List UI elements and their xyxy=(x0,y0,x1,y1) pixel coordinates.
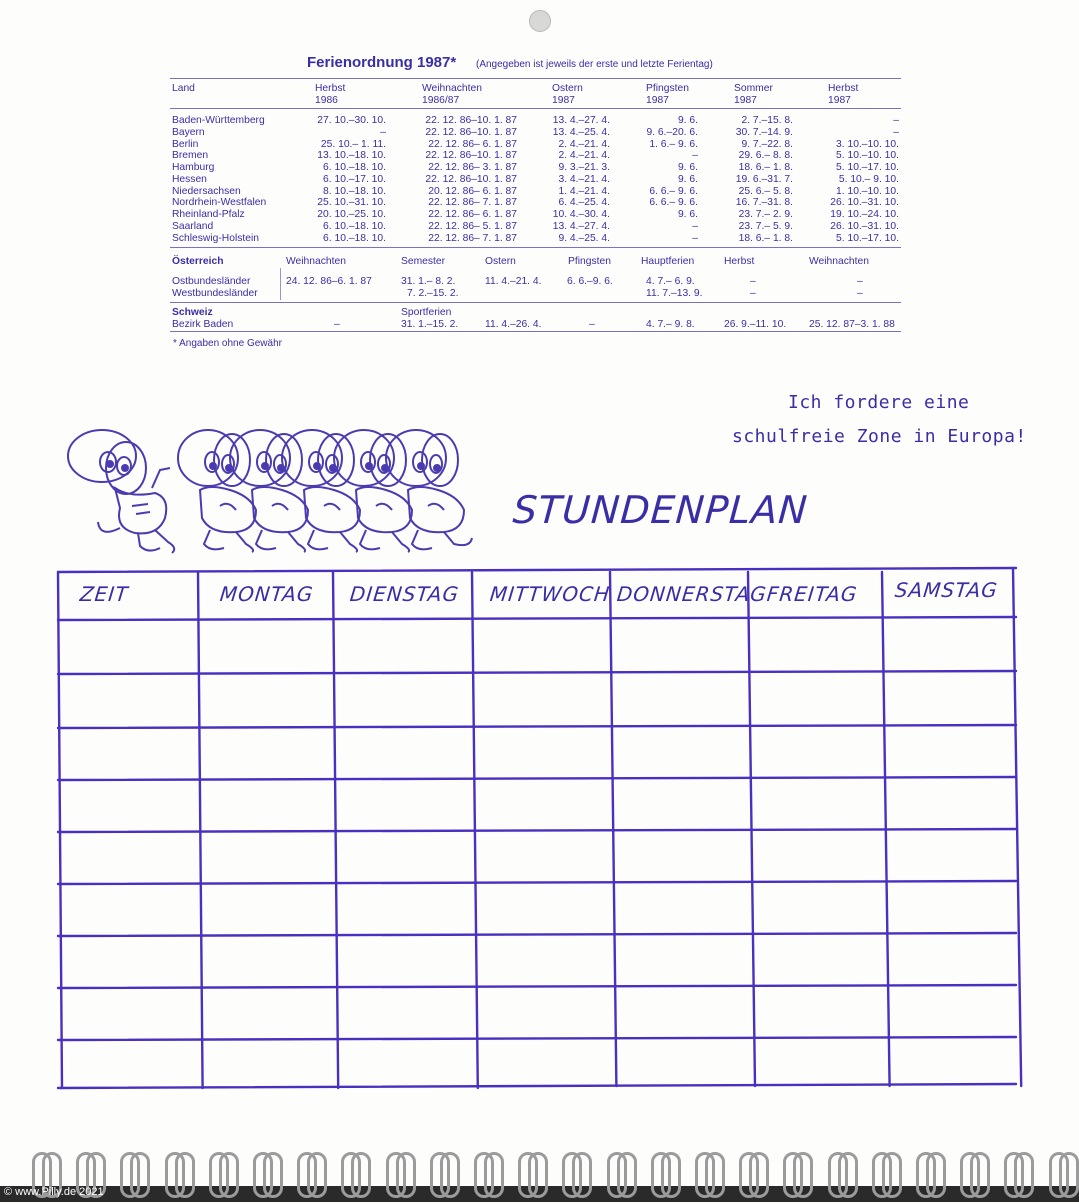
germany-row-6-col-2: 20. 12. 86– 6. 1. 87 xyxy=(428,185,517,197)
germany-row-7-col-1: 25. 10.–31. 10. xyxy=(317,197,386,209)
timetable-cell-r2-c2[interactable] xyxy=(336,730,469,776)
timetable-cell-r5-c4[interactable] xyxy=(613,886,745,932)
germany-row-9-col-3: 13. 4.–27. 4. xyxy=(552,220,610,232)
binding-ring xyxy=(307,1152,327,1198)
timetable-cell-r0-c2[interactable] xyxy=(336,622,469,670)
timetable-cell-r3-c4[interactable] xyxy=(613,782,745,828)
grid-vertical-line-7 xyxy=(1013,568,1021,1086)
germany-row-8-col-4: 9. 6. xyxy=(677,209,698,220)
austria-row-0-col-7: – xyxy=(857,276,863,287)
germany-row-9-col-5: 23. 7.– 5. 9. xyxy=(738,220,793,232)
germany-row-8-col-6: 19. 10.–24. 10. xyxy=(830,209,899,220)
binding-ring xyxy=(484,1152,504,1198)
timetable-cell-r2-c0[interactable] xyxy=(61,730,195,776)
germany-row-1-col-6: – xyxy=(893,126,899,138)
timetable-cell-r4-c1[interactable] xyxy=(201,834,330,880)
slogan-line-2: schulfreie Zone in Europa! xyxy=(732,426,1027,447)
switzerland-col-3: 11. 4.–26. 4. xyxy=(485,319,542,330)
timetable-cell-r4-c6[interactable] xyxy=(885,834,1010,880)
timetable-cell-r8-c1[interactable] xyxy=(201,1042,330,1084)
timetable-cell-r3-c5[interactable] xyxy=(751,782,879,828)
germany-row-8-land: Rheinland-Pfalz xyxy=(172,209,245,220)
germany-row-1-col-3: 13. 4.–25. 4. xyxy=(552,126,610,138)
germany-header-3-line2: 1987 xyxy=(552,95,575,106)
holiday-table-title: Ferienordnung 1987* xyxy=(307,54,457,71)
timetable-cell-r3-c1[interactable] xyxy=(201,782,330,828)
germany-row-6-col-1: 8. 10.–18. 10. xyxy=(323,185,386,197)
germany-row-5-col-5: 19. 6.–31. 7. xyxy=(735,173,793,185)
germany-row-0-col-2: 22. 12. 86–10. 1. 87 xyxy=(425,115,517,126)
germany-row-9-col-6: 26. 10.–31. 10. xyxy=(830,220,899,232)
germany-row-10-land: Schleswig-Holstein xyxy=(172,232,259,244)
binding-ring xyxy=(1059,1152,1079,1198)
grid-horizontal-line-1 xyxy=(58,617,1016,620)
germany-row-3-land: Bremen xyxy=(172,150,209,162)
germany-header-1-line2: 1986 xyxy=(315,95,338,106)
timetable-cell-r6-c0[interactable] xyxy=(61,938,195,984)
germany-row-6-land: Niedersachsen xyxy=(172,185,241,197)
switzerland-col-0: Bezirk Baden xyxy=(172,319,234,330)
timetable-cell-r2-c3[interactable] xyxy=(475,730,607,776)
germany-row-10-col-6: 5. 10.–17. 10. xyxy=(836,232,899,244)
austria-row-0-col-3: 11. 4.–21. 4. xyxy=(485,276,542,287)
germany-row-4-col-3: 9. 3.–21. 3. xyxy=(558,162,610,173)
germany-row-3-col-4: – xyxy=(692,150,698,162)
timetable-cell-r0-c1[interactable] xyxy=(201,622,330,670)
timetable-header-zeit: ZEIT xyxy=(78,582,130,606)
timetable-cell-r5-c0[interactable] xyxy=(61,886,195,932)
germany-row-3-col-2: 22. 12. 86–10. 1. 87 xyxy=(425,150,517,162)
austria-row-1-col-6: – xyxy=(750,287,756,299)
timetable-cell-r8-c4[interactable] xyxy=(613,1042,745,1084)
germany-row-0-col-4: 9. 6. xyxy=(677,115,698,126)
timetable-cell-r3-c6[interactable] xyxy=(885,782,1010,828)
germany-header-2-line1: Weihnachten xyxy=(422,83,482,94)
germany-row-4-col-2: 22. 12. 86– 3. 1. 87 xyxy=(428,162,517,173)
timetable-cell-r1-c1[interactable] xyxy=(201,676,330,724)
germany-row-1-col-1: – xyxy=(380,126,386,138)
timetable-cell-r7-c2[interactable] xyxy=(336,990,469,1036)
switzerland-extra-header: Sportferien xyxy=(401,307,452,318)
binding-ring xyxy=(970,1152,990,1198)
timetable-header-samstag: SAMSTAG xyxy=(893,578,1000,602)
timetable-cell-r0-c5[interactable] xyxy=(751,622,879,670)
timetable-cell-r4-c0[interactable] xyxy=(61,834,195,880)
timetable-cell-r3-c0[interactable] xyxy=(61,782,195,828)
germany-row-5-col-6: 5. 10.– 9. 10. xyxy=(838,173,899,185)
germany-row-3-col-6: 5. 10.–10. 10. xyxy=(836,150,899,162)
germany-row-6-col-4: 6. 6.– 9. 6. xyxy=(649,185,698,197)
germany-row-8-col-2: 22. 12. 86– 6. 1. 87 xyxy=(428,209,517,220)
switzerland-label: Schweiz xyxy=(172,307,213,318)
binding-ring xyxy=(926,1152,946,1198)
germany-row-5-col-2: 22. 12. 86–10. 1. 87 xyxy=(425,173,517,185)
germany-row-0-col-5: 2. 7.–15. 8. xyxy=(741,115,793,126)
timetable-cell-r0-c0[interactable] xyxy=(61,622,195,670)
grid-horizontal-line-3 xyxy=(58,725,1016,728)
germany-row-7-land: Nordrhein-Westfalen xyxy=(172,197,267,209)
germany-row-0-col-3: 13. 4.–27. 4. xyxy=(552,115,610,126)
germany-row-7-col-2: 22. 12. 86– 7. 1. 87 xyxy=(428,197,517,209)
germany-row-3-col-1: 13. 10.–18. 10. xyxy=(317,150,386,162)
germany-header-4-line2: 1987 xyxy=(646,95,669,106)
germany-row-2-col-5: 9. 7.–22. 8. xyxy=(741,138,793,150)
austria-label: Österreich xyxy=(172,256,224,267)
timetable-cell-r2-c1[interactable] xyxy=(201,730,330,776)
timetable-cell-r5-c1[interactable] xyxy=(201,886,330,932)
switzerland-col-2: 31. 1.–15. 2. xyxy=(401,319,459,330)
timetable-cell-r4-c2[interactable] xyxy=(336,834,469,880)
germany-row-4-col-6: 5. 10.–17. 10. xyxy=(836,162,899,173)
slogan-line-1: Ich fordere eine xyxy=(788,392,970,413)
germany-row-3-col-5: 29. 6.– 8. 8. xyxy=(738,150,793,162)
germany-header-1-line1: Herbst xyxy=(315,83,346,94)
germany-row-1-land: Bayern xyxy=(172,126,205,138)
grid-horizontal-line-5 xyxy=(58,829,1016,832)
timetable-cell-r8-c0[interactable] xyxy=(61,1042,195,1084)
timetable-header-mittwoch: MITTWOCH xyxy=(488,582,612,606)
austria-header-4: Hauptferien xyxy=(641,256,695,267)
germany-row-7-col-3: 6. 4.–25. 4. xyxy=(558,197,610,209)
germany-row-0-col-6: – xyxy=(893,115,899,126)
timetable-cell-r1-c6[interactable] xyxy=(885,676,1010,724)
austria-header-1: Semester xyxy=(401,256,446,267)
germany-row-4-col-1: 6. 10.–18. 10. xyxy=(323,162,386,173)
germany-row-10-col-2: 22. 12. 86– 7. 1. 87 xyxy=(428,232,517,244)
holiday-table-subtitle: (Angegeben ist jeweils der erste und letzte Ferientag) xyxy=(476,59,713,70)
germany-row-2-land: Berlin xyxy=(172,138,199,150)
grid-horizontal-line-4 xyxy=(58,777,1016,780)
germany-row-0-col-1: 27. 10.–30. 10. xyxy=(317,115,386,126)
austria-header-2: Ostern xyxy=(485,256,516,267)
binding-ring xyxy=(440,1152,460,1198)
germany-header-0-line1: Land xyxy=(172,83,195,94)
germany-row-9-col-1: 6. 10.–18. 10. xyxy=(323,220,386,232)
germany-row-0-land: Baden-Württemberg xyxy=(172,115,265,126)
germany-row-7-col-4: 6. 6.– 9. 6. xyxy=(649,197,698,209)
timetable-cell-r4-c5[interactable] xyxy=(751,834,879,880)
binding-ring xyxy=(572,1152,592,1198)
binding-ring xyxy=(1014,1152,1034,1198)
germany-header-5-line2: 1987 xyxy=(734,95,757,106)
timetable-heading: STUNDENPLAN xyxy=(511,488,810,532)
timetable-cell-r7-c3[interactable] xyxy=(475,990,607,1036)
germany-row-8-col-5: 23. 7.– 2. 9. xyxy=(738,209,793,220)
timetable-cell-r7-c0[interactable] xyxy=(61,990,195,1036)
timetable-cell-r6-c5[interactable] xyxy=(751,938,879,984)
timetable-cell-r0-c3[interactable] xyxy=(475,622,607,670)
binding-ring xyxy=(528,1152,548,1198)
timetable-cell-r8-c6[interactable] xyxy=(885,1042,1010,1084)
germany-row-1-col-2: 22. 12. 86–10. 1. 87 xyxy=(425,126,517,138)
germany-row-6-col-5: 25. 6.– 5. 8. xyxy=(738,185,793,197)
germany-row-10-col-4: – xyxy=(692,232,698,244)
binding-ring xyxy=(130,1152,150,1198)
binding-ring xyxy=(661,1152,681,1198)
germany-row-3-col-3: 2. 4.–21. 4. xyxy=(558,150,610,162)
switzerland-col-1: – xyxy=(334,319,340,330)
germany-row-7-col-5: 16. 7.–31. 8. xyxy=(735,197,793,209)
timetable-cell-r4-c3[interactable] xyxy=(475,834,607,880)
timetable-cell-r6-c6[interactable] xyxy=(885,938,1010,984)
grid-horizontal-line-2 xyxy=(58,671,1016,674)
copyright-notice: © www.Pilly.de 2021 xyxy=(4,1186,104,1198)
germany-row-10-col-3: 9. 4.–25. 4. xyxy=(558,232,610,244)
germany-row-5-col-1: 6. 10.–17. 10. xyxy=(323,173,386,185)
timetable-cell-r5-c5[interactable] xyxy=(751,886,879,932)
timetable-cell-r5-c6[interactable] xyxy=(885,886,1010,932)
timetable-header-dienstag: DIENSTAG xyxy=(348,582,461,606)
timetable-cell-r2-c6[interactable] xyxy=(885,730,1010,776)
germany-header-6-line2: 1987 xyxy=(828,95,851,106)
germany-row-6-col-3: 1. 4.–21. 4. xyxy=(558,185,610,197)
timetable-header-freitag: FREITAG xyxy=(765,582,859,606)
austria-header-0: Weihnachten xyxy=(286,256,346,267)
binding-ring xyxy=(793,1152,813,1198)
austria-row-1-col-5: 11. 7.–13. 9. xyxy=(646,287,703,299)
germany-row-7-col-6: 26. 10.–31. 10. xyxy=(830,197,899,209)
binding-ring xyxy=(175,1152,195,1198)
timetable-cell-r6-c2[interactable] xyxy=(336,938,469,984)
austria-row-1-col-7: – xyxy=(857,287,863,299)
germany-row-2-col-4: 1. 6.– 9. 6. xyxy=(649,138,698,150)
timetable-cell-r0-c4[interactable] xyxy=(613,622,745,670)
switzerland-col-7: 25. 12. 87–3. 1. 88 xyxy=(809,319,895,330)
timetable-cell-r4-c4[interactable] xyxy=(613,834,745,880)
timetable-cell-r8-c2[interactable] xyxy=(336,1042,469,1084)
timetable-cell-r2-c5[interactable] xyxy=(751,730,879,776)
timetable-cell-r1-c2[interactable] xyxy=(336,676,469,724)
timetable-cell-r0-c6[interactable] xyxy=(885,622,1010,670)
germany-header-4-line1: Pfingsten xyxy=(646,83,689,94)
austria-row-0-col-2: 31. 1.– 8. 2. xyxy=(401,276,456,287)
germany-row-4-col-5: 18. 6.– 1. 8. xyxy=(738,162,793,173)
timetable-header-donnerstag: DONNERSTAG xyxy=(615,582,769,606)
timetable-cell-r6-c4[interactable] xyxy=(613,938,745,984)
binding-ring xyxy=(838,1152,858,1198)
timetable-cell-r1-c4[interactable] xyxy=(613,676,745,724)
binding-ring xyxy=(396,1152,416,1198)
timetable-cell-r7-c5[interactable] xyxy=(751,990,879,1036)
germany-header-5-line1: Sommer xyxy=(734,83,773,94)
timetable-cell-r2-c4[interactable] xyxy=(613,730,745,776)
germany-row-2-col-1: 25. 10.– 1. 11. xyxy=(320,138,386,150)
timetable-cell-r3-c2[interactable] xyxy=(336,782,469,828)
austria-row-0-col-5: 4. 7.– 6. 9. xyxy=(646,276,695,287)
austria-header-3: Pfingsten xyxy=(568,256,611,267)
binding-ring xyxy=(882,1152,902,1198)
timetable-cell-r7-c4[interactable] xyxy=(613,990,745,1036)
germany-row-2-col-2: 22. 12. 86– 6. 1. 87 xyxy=(428,138,517,150)
switzerland-col-6: 26. 9.–11. 10. xyxy=(724,319,787,330)
germany-row-10-col-5: 18. 6.– 1. 8. xyxy=(738,232,793,244)
timetable-cell-r5-c2[interactable] xyxy=(336,886,469,932)
binding-ring xyxy=(749,1152,769,1198)
timetable-cell-r1-c5[interactable] xyxy=(751,676,879,724)
germany-header-6-line1: Herbst xyxy=(828,83,859,94)
binding-ring xyxy=(263,1152,283,1198)
germany-row-8-col-3: 10. 4.–30. 4. xyxy=(552,209,610,220)
germany-row-4-land: Hamburg xyxy=(172,162,215,173)
timetable-cell-r7-c1[interactable] xyxy=(201,990,330,1036)
timetable-header-montag: MONTAG xyxy=(218,582,315,606)
germany-row-5-col-3: 3. 4.–21. 4. xyxy=(558,173,610,185)
germany-row-1-col-4: 9. 6.–20. 6. xyxy=(646,126,698,138)
germany-row-9-col-4: – xyxy=(692,220,698,232)
germany-row-2-col-3: 2. 4.–21. 4. xyxy=(558,138,610,150)
timetable-cell-r8-c3[interactable] xyxy=(475,1042,607,1084)
timetable-cell-r6-c1[interactable] xyxy=(201,938,330,984)
austria-row-0-region: Ostbundesländer xyxy=(172,276,251,287)
germany-header-2-line2: 1986/87 xyxy=(422,95,460,106)
binding-ring xyxy=(705,1152,725,1198)
germany-row-10-col-1: 6. 10.–18. 10. xyxy=(323,232,386,244)
austria-header-5: Herbst xyxy=(724,256,755,267)
grid-horizontal-line-0 xyxy=(58,568,1016,572)
germany-row-5-land: Hessen xyxy=(172,173,207,185)
timetable-cell-r6-c3[interactable] xyxy=(475,938,607,984)
timetable-cell-r1-c3[interactable] xyxy=(475,676,607,724)
austria-row-0-col-6: – xyxy=(750,276,756,287)
timetable-cell-r3-c3[interactable] xyxy=(475,782,607,828)
germany-row-8-col-1: 20. 10.–25. 10. xyxy=(317,209,386,220)
germany-header-3-line1: Ostern xyxy=(552,83,583,94)
switzerland-col-4: – xyxy=(589,319,595,330)
austria-row-1-col-2: 7. 2.–15. 2. xyxy=(407,287,459,299)
germany-row-5-col-4: 9. 6. xyxy=(677,173,698,185)
germany-row-2-col-6: 3. 10.–10. 10. xyxy=(836,138,899,150)
germany-row-9-col-2: 22. 12. 86– 5. 1. 87 xyxy=(428,220,517,232)
austria-row-0-col-4: 6. 6.–9. 6. xyxy=(567,276,613,287)
switzerland-col-5: 4. 7.– 9. 8. xyxy=(646,319,695,330)
timetable-cell-r8-c5[interactable] xyxy=(751,1042,879,1084)
austria-row-0-col-1: 24. 12. 86–6. 1. 87 xyxy=(286,276,372,287)
timetable-cell-r5-c3[interactable] xyxy=(475,886,607,932)
binding-ring xyxy=(617,1152,637,1198)
binding-ring xyxy=(219,1152,239,1198)
footnote: * Angaben ohne Gewähr xyxy=(173,338,282,349)
germany-row-1-col-5: 30. 7.–14. 9. xyxy=(735,126,793,138)
binding-ring xyxy=(351,1152,371,1198)
austria-header-6: Weihnachten xyxy=(809,256,869,267)
germany-row-6-col-6: 1. 10.–10. 10. xyxy=(836,185,899,197)
timetable-cell-r1-c0[interactable] xyxy=(61,676,195,724)
germany-row-9-land: Saarland xyxy=(172,220,214,232)
austria-row-1-region: Westbundesländer xyxy=(172,287,258,299)
timetable-cell-r7-c6[interactable] xyxy=(885,990,1010,1036)
germany-row-4-col-4: 9. 6. xyxy=(677,162,698,173)
